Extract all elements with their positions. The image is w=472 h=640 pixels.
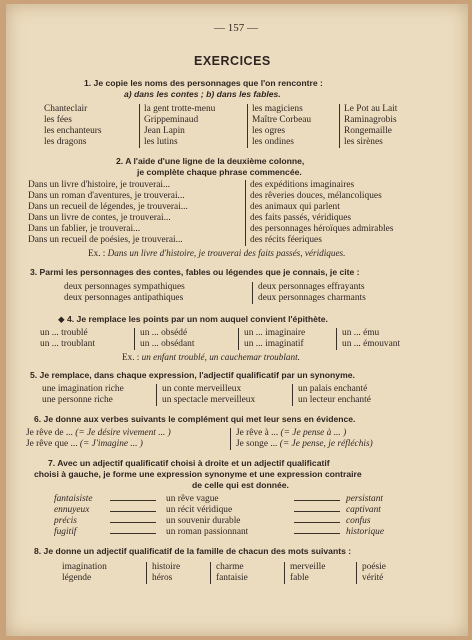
exercise-8-column-2 <box>152 562 180 584</box>
list-item: des récits féeriques <box>250 235 322 245</box>
list-item: vérité <box>362 573 384 583</box>
exercise-7-expressions <box>166 494 248 538</box>
example-text: Dans un livre d'histoire, je trouverai des faits passés, véridiques. <box>107 248 346 258</box>
list-item: historique <box>346 527 385 537</box>
list-item: fantaisiste <box>54 494 93 504</box>
exercise-7-heading-line-1: 7. Avec un adjectif qualificatif choisi à droite et un adjectif qualificatif <box>48 458 330 468</box>
list-item: un ... troublant <box>40 339 95 349</box>
list-item: deux personnages sympathiques <box>64 282 185 292</box>
list-item: les ogres <box>252 126 286 136</box>
list-item: Dans un roman d'aventures, je trouverai... <box>28 191 185 201</box>
column-divider <box>336 328 337 350</box>
column-divider <box>292 384 293 406</box>
exercise-7-right-adjectives <box>346 494 384 538</box>
list-item: merveille <box>290 562 326 572</box>
exercise-5-column-3 <box>298 384 371 406</box>
exercise-5-heading: 5. Je remplace, dans chaque expression, l'adjectif qualificatif par un synonyme. <box>30 370 355 380</box>
exercise-3-right-column <box>258 282 366 304</box>
exercise-1-heading: 1. Je copie les noms des personnages que l'on rencontre : <box>84 78 323 88</box>
exercise-4-column-1 <box>40 328 95 350</box>
exercise-1-column-3 <box>252 104 311 148</box>
list-item: imagination <box>62 562 107 572</box>
blank-line <box>110 500 156 501</box>
list-item: Maître Corbeau <box>252 115 312 125</box>
exercise-4-column-2 <box>140 328 194 350</box>
exercise-6-verbs-right <box>236 428 373 450</box>
column-divider <box>339 104 340 148</box>
list-item: une personne riche <box>42 395 113 405</box>
exercise-8-column-1 <box>62 562 107 584</box>
list-item: un ... obsédé <box>140 328 188 338</box>
blank-line <box>294 500 340 501</box>
exercise-8-column-3 <box>216 562 248 584</box>
list-item: les magiciens <box>252 104 303 114</box>
list-item: les fées <box>44 115 72 125</box>
list-item: des rêveries douces, mélancoliques <box>250 191 382 201</box>
exercise-8-heading: 8. Je donne un adjectif qualificatif de la famille de chacun des mots suivants : <box>34 546 352 556</box>
column-divider <box>139 104 140 148</box>
exercise-4-column-4 <box>342 328 400 350</box>
column-divider <box>230 428 231 450</box>
list-item: ennuyeux <box>54 505 90 515</box>
list-item: poésie <box>362 562 386 572</box>
list-item: Jean Lapin <box>144 126 185 136</box>
list-item: un rêve vague <box>166 494 219 504</box>
list-item: fugitif <box>54 527 77 537</box>
list-item: des faits passés, véridiques <box>250 213 352 223</box>
diamond-icon: ◆ <box>58 314 65 324</box>
list-item: Rongemaille <box>344 126 392 136</box>
list-item: Grippeminaud <box>144 115 199 125</box>
exercise-4-heading: ◆ 4. Je remplace les points par un nom auquel convient l'épithète. <box>58 314 328 324</box>
list-item: les ondines <box>252 137 294 147</box>
list-item: captivant <box>346 505 381 515</box>
exercise-6-heading: 6. Je donne aux verbes suivants le complément qui met leur sens en évidence. <box>34 414 356 424</box>
list-item: fable <box>290 573 309 583</box>
exercise-2-right-column <box>250 180 393 246</box>
exercise-1-column-2 <box>144 104 215 148</box>
example-text: un enfant troublé, un cauchemar troublant. <box>141 352 300 362</box>
column-divider <box>238 328 239 350</box>
blank-line <box>294 522 340 523</box>
list-item: charme <box>216 562 244 572</box>
list-item: des expéditions imaginaires <box>250 180 355 190</box>
exercise-5-column-1 <box>42 384 124 406</box>
exercise-3-left-column <box>64 282 185 304</box>
exercise-4-column-3 <box>244 328 305 350</box>
list-item: précis <box>54 516 77 526</box>
list-item: les dragons <box>44 137 87 147</box>
column-divider <box>156 384 157 406</box>
list-item: les sirènes <box>344 137 383 147</box>
exercise-8-column-5 <box>362 562 386 584</box>
list-item: deux personnages antipathiques <box>64 293 184 303</box>
exercise-8-column-4 <box>290 562 325 584</box>
list-item: Dans un recueil de poésies, je trouverai... <box>28 235 183 245</box>
blank-line <box>294 511 340 512</box>
exercise-5-column-2 <box>162 384 255 406</box>
list-item: les lutins <box>144 137 178 147</box>
example-label: Ex. : <box>88 248 106 258</box>
list-item: un roman passionnant <box>166 527 249 537</box>
list-item: Chanteclair <box>44 104 88 114</box>
list-item: des animaux qui parlent <box>250 202 340 212</box>
blank-line <box>110 511 156 512</box>
column-divider <box>284 562 285 584</box>
exercise-6-verbs-left <box>26 428 171 450</box>
list-item: deux personnages effrayants <box>258 282 365 292</box>
column-divider <box>210 562 211 584</box>
exercise-4-example <box>122 352 300 362</box>
list-item: Dans un livre de contes, je trouverai... <box>28 213 171 223</box>
list-item: un ... émouvant <box>342 339 401 349</box>
blank-line <box>294 533 340 534</box>
list-item: un conte merveilleux <box>162 384 242 394</box>
column-divider <box>252 282 253 304</box>
blank-line <box>110 522 156 523</box>
list-item: Dans un recueil de légendes, je trouverai... <box>28 202 188 212</box>
exercise-3-heading: 3. Parmi les personnages des contes, fables ou légendes que je connais, je cite : <box>30 267 360 277</box>
list-item: deux personnages charmants <box>258 293 366 303</box>
list-item: la gent trotte-menu <box>144 104 216 114</box>
list-item: Je rêve que ... (= J'imagine ... ) <box>26 439 143 449</box>
list-item: un ... troublé <box>40 328 88 338</box>
list-item: un spectacle merveilleux <box>162 395 256 405</box>
column-divider <box>245 180 246 246</box>
column-divider <box>146 562 147 584</box>
list-item: Le Pot au Lait <box>344 104 398 114</box>
list-item: les enchanteurs <box>44 126 102 136</box>
page-title: EXERCICES <box>194 54 271 68</box>
exercise-7-left-adjectives <box>54 494 93 538</box>
list-item: un souvenir durable <box>166 516 241 526</box>
exercise-2-left-column <box>28 180 188 246</box>
exercise-7-heading-line-2: choisi à gauche, je forme une expression synonyme et une expression contraire <box>34 469 362 479</box>
book-page <box>6 4 468 636</box>
exercise-2-heading: 2. A l'aide d'une ligne de la deuxième colonne, <box>116 156 305 166</box>
list-item: Raminagrobis <box>344 115 397 125</box>
list-item: un ... imaginatif <box>244 339 304 349</box>
list-item: une imagination riche <box>42 384 124 394</box>
list-item: Dans un livre d'histoire, je trouverai... <box>28 180 171 190</box>
exercise-1-column-4 <box>344 104 397 148</box>
list-item: un lecteur enchanté <box>298 395 371 405</box>
list-item: fantaisie <box>216 573 248 583</box>
exercise-7-heading-line-3: de celle qui est donnée. <box>192 480 289 490</box>
exercise-1-subheading: a) dans les contes ; b) dans les fables. <box>124 89 281 99</box>
column-divider <box>247 104 248 148</box>
column-divider <box>134 328 135 350</box>
list-item: Je rêve de ... (= Je désire vivement ... ) <box>26 428 171 438</box>
exercise-1-column-1 <box>44 104 102 148</box>
list-item: Dans un fablier, je trouverai... <box>28 224 141 234</box>
list-item: Je rêve à ... (= Je pense à ... ) <box>236 428 347 438</box>
list-item: des personnages héroïques admirables <box>250 224 394 234</box>
list-item: persistant <box>346 494 383 504</box>
list-item: un récit véridique <box>166 505 233 515</box>
example-label: Ex. : <box>122 352 140 362</box>
list-item: un ... obsédant <box>140 339 195 349</box>
exercise-2-subheading: je complète chaque phrase commencée. <box>137 167 302 177</box>
list-item: un palais enchanté <box>298 384 368 394</box>
list-item: un ... imaginaire <box>244 328 306 338</box>
page-number: — 157 — <box>214 22 258 34</box>
list-item: histoire <box>152 562 181 572</box>
blank-line <box>110 533 156 534</box>
list-item: légende <box>62 573 92 583</box>
exercise-2-example <box>88 248 345 258</box>
list-item: confus <box>346 516 371 526</box>
list-item: Je songe ... (= Je pense, je réfléchis) <box>236 439 373 449</box>
column-divider <box>356 562 357 584</box>
list-item: héros <box>152 573 173 583</box>
list-item: un ... ému <box>342 328 380 338</box>
